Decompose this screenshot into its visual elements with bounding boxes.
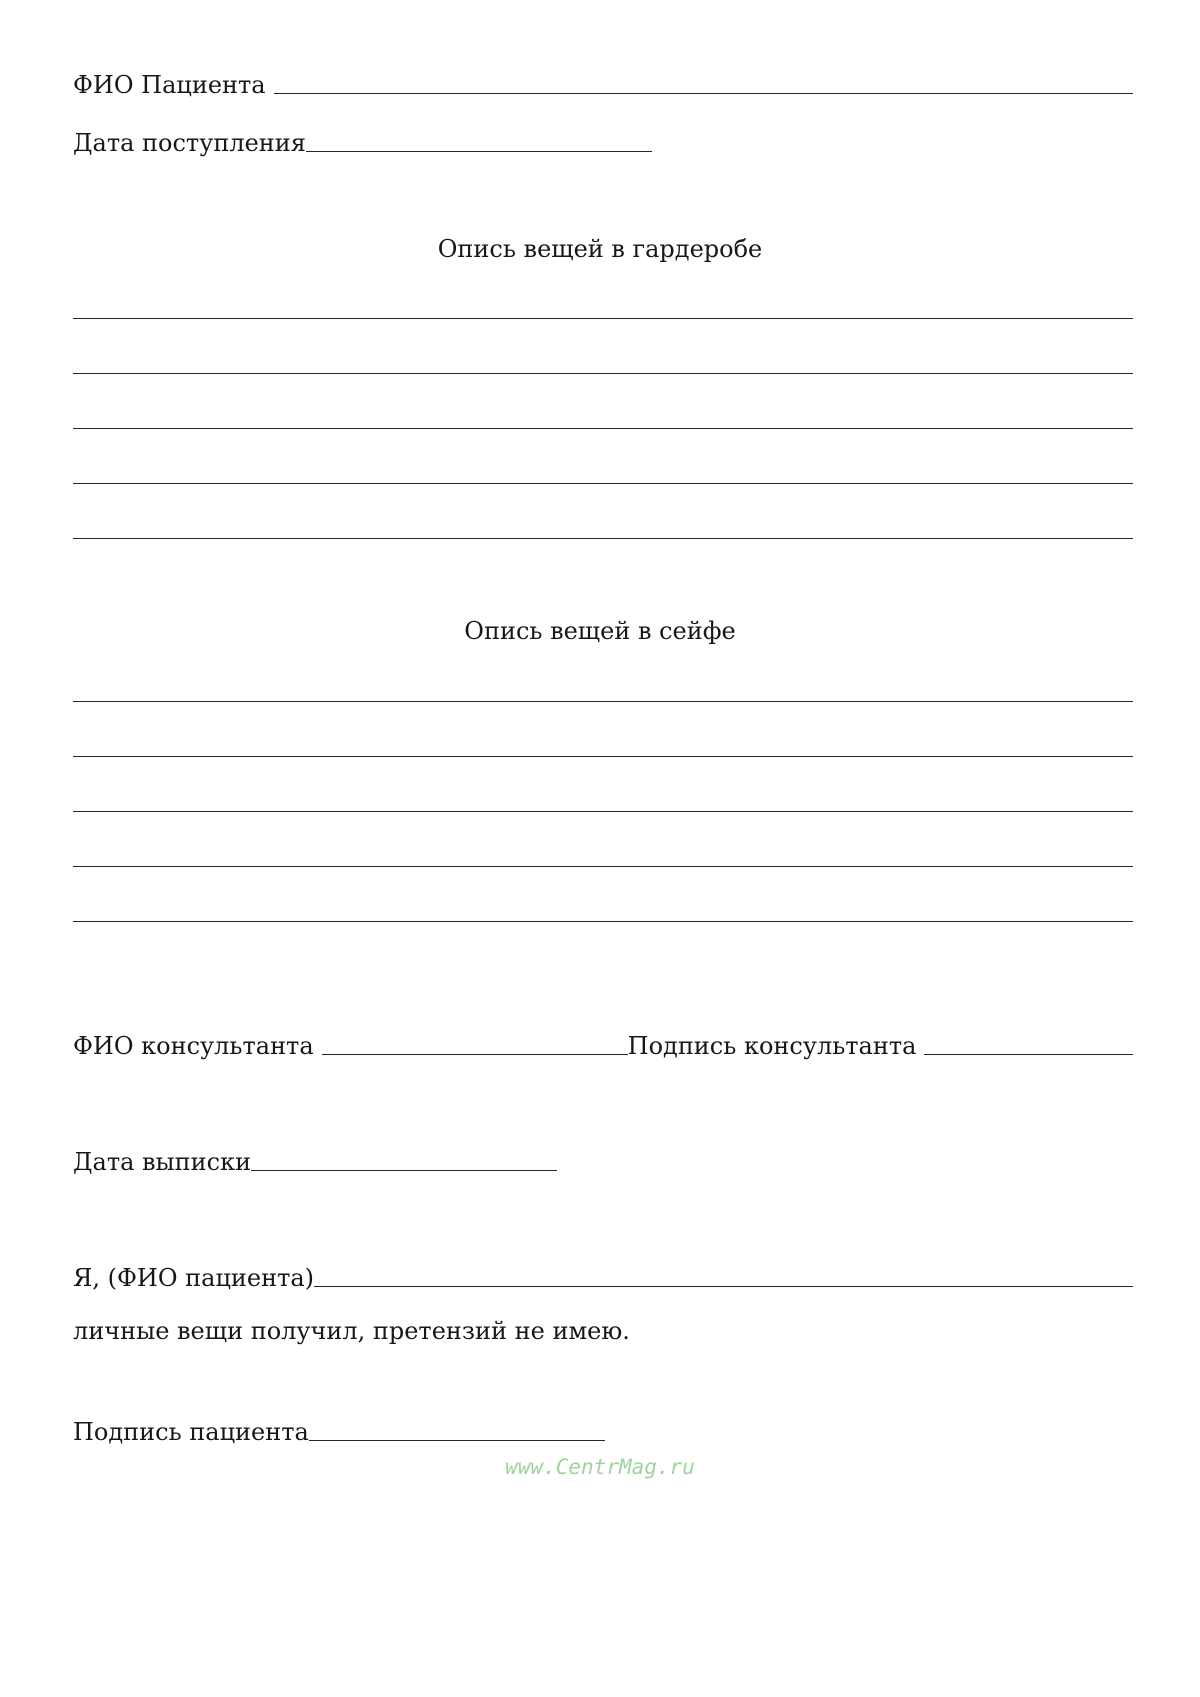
wardrobe-line[interactable] xyxy=(73,538,1133,539)
admission-date-field[interactable] xyxy=(306,150,652,152)
wardrobe-line[interactable] xyxy=(73,318,1133,319)
discharge-date-field[interactable] xyxy=(251,1169,557,1171)
patient-name-field[interactable] xyxy=(274,92,1133,94)
admission-date-row xyxy=(73,128,1133,158)
patient-signature-row xyxy=(73,1417,1133,1447)
wardrobe-line[interactable] xyxy=(73,373,1133,374)
receipt-patient-label: Я, (ФИО пациента) xyxy=(73,1264,315,1292)
receipt-statement: личные вещи получил, претензий не имею. xyxy=(73,1317,630,1345)
safe-heading: Опись вещей в сейфе xyxy=(464,617,736,645)
patient-name-label: ФИО Пациента xyxy=(73,71,266,99)
patient-signature-label: Подпись пациента xyxy=(73,1418,309,1446)
admission-date-label: Дата поступления xyxy=(73,129,306,157)
wardrobe-heading: Опись вещей в гардеробе xyxy=(437,235,763,263)
safe-line[interactable] xyxy=(73,811,1133,812)
wardrobe-line[interactable] xyxy=(73,483,1133,484)
watermark-text[interactable]: www.CentrMag.ru xyxy=(505,1455,695,1479)
receipt-patient-row xyxy=(73,1263,1133,1293)
safe-line[interactable] xyxy=(73,921,1133,922)
consultant-signature-field[interactable] xyxy=(924,1053,1133,1055)
patient-signature-field[interactable] xyxy=(309,1439,605,1441)
wardrobe-line[interactable] xyxy=(73,428,1133,429)
discharge-date-label: Дата выписки xyxy=(73,1148,252,1176)
patient-name-row xyxy=(73,70,1133,100)
safe-line[interactable] xyxy=(73,866,1133,867)
consultant-name-label: ФИО консультанта xyxy=(73,1032,314,1060)
consultant-row xyxy=(73,1031,1133,1061)
discharge-date-row xyxy=(73,1147,1133,1177)
consultant-name-field[interactable] xyxy=(322,1053,628,1055)
consultant-signature-label: Подпись консультанта xyxy=(627,1032,917,1060)
receipt-patient-field[interactable] xyxy=(314,1285,1133,1287)
safe-line[interactable] xyxy=(73,701,1133,702)
safe-line[interactable] xyxy=(73,756,1133,757)
receipt-statement-row xyxy=(73,1316,1133,1346)
